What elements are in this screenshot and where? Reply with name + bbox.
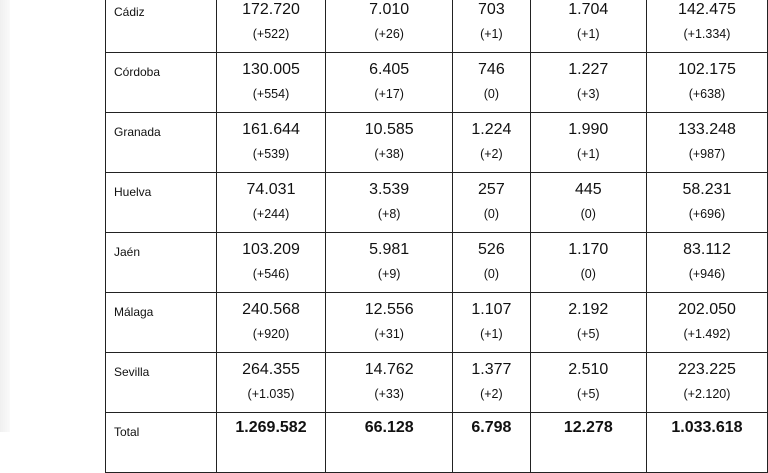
- cell-value: 1.377: [471, 361, 512, 378]
- value-cell: [646, 233, 767, 293]
- cell-daily-change: (+1): [577, 147, 600, 161]
- cell-daily-change: (+2): [480, 387, 503, 401]
- table-row: [106, 173, 768, 233]
- value-cell: [326, 293, 453, 353]
- table-row: [106, 53, 768, 113]
- value-cell: [326, 233, 453, 293]
- value-cell: [326, 353, 453, 413]
- total-cell: [646, 413, 767, 473]
- province-stats-table: [105, 0, 768, 473]
- cell-value: 3.539: [369, 181, 410, 198]
- province-name: Cádiz: [106, 0, 217, 53]
- value-cell: [216, 173, 325, 233]
- cell-value: 5.981: [369, 241, 410, 258]
- total-cell: [453, 413, 531, 473]
- cell-daily-change: (+1): [577, 27, 600, 41]
- cell-daily-change: (+33): [374, 387, 404, 401]
- province-name: Jaén: [106, 233, 217, 293]
- table-row: [106, 0, 768, 53]
- data-table-container: [105, 0, 768, 473]
- value-cell: [216, 353, 325, 413]
- cell-daily-change: (+638): [688, 87, 726, 101]
- value-cell: [216, 53, 325, 113]
- cell-value: 445: [574, 181, 602, 198]
- value-cell: [216, 0, 325, 53]
- cell-value: 103.209: [242, 241, 300, 258]
- value-cell: [530, 293, 646, 353]
- value-cell: [216, 233, 325, 293]
- cell-value: 703: [478, 1, 505, 18]
- value-cell: [326, 113, 453, 173]
- cell-value: 10.585: [364, 121, 414, 138]
- value-cell: [453, 113, 531, 173]
- table-body: [106, 0, 768, 473]
- total-label: Total: [106, 413, 217, 473]
- cell-value: 83.112: [683, 241, 731, 258]
- cell-daily-change: (+1.334): [683, 27, 731, 41]
- cell-daily-change: (+1): [480, 327, 503, 341]
- cell-value: 2.192: [568, 301, 609, 318]
- value-cell: [326, 53, 453, 113]
- cell-daily-change: (0): [483, 87, 500, 101]
- total-value: 12.278: [563, 419, 613, 436]
- page-edge-shadow: [0, 0, 10, 432]
- cell-value: 74.031: [246, 181, 296, 198]
- cell-value: 264.355: [242, 361, 300, 378]
- table-row: [106, 293, 768, 353]
- cell-daily-change: (+5): [577, 387, 600, 401]
- total-row: [106, 413, 768, 473]
- province-name: Málaga: [106, 293, 217, 353]
- cell-daily-change: (0): [483, 207, 500, 221]
- cell-value: 7.010: [369, 1, 410, 18]
- value-cell: [453, 293, 531, 353]
- value-cell: [530, 0, 646, 53]
- value-cell: [453, 353, 531, 413]
- cell-daily-change: (+38): [374, 147, 404, 161]
- value-cell: [646, 53, 767, 113]
- cell-daily-change: (+554): [252, 87, 290, 101]
- cell-value: 1.224: [471, 121, 512, 138]
- value-cell: [530, 233, 646, 293]
- cell-daily-change: (+9): [377, 267, 401, 281]
- total-cell: [530, 413, 646, 473]
- cell-daily-change: (+522): [252, 27, 290, 41]
- province-name: Granada: [106, 113, 217, 173]
- cell-daily-change: (+1.035): [247, 387, 295, 401]
- value-cell: [646, 293, 767, 353]
- cell-value: 240.568: [242, 301, 300, 318]
- value-cell: [646, 173, 767, 233]
- total-value: 1.033.618: [671, 419, 743, 436]
- cell-daily-change: (+1): [480, 27, 503, 41]
- cell-value: 1.107: [471, 301, 512, 318]
- value-cell: [216, 293, 325, 353]
- province-name: Córdoba: [106, 53, 217, 113]
- cell-daily-change: (+1.492): [683, 327, 731, 341]
- cell-value: 1.170: [568, 241, 609, 258]
- cell-daily-change: (+3): [577, 87, 600, 101]
- cell-value: 202.050: [678, 301, 736, 318]
- value-cell: [646, 113, 767, 173]
- cell-value: 2.510: [568, 361, 609, 378]
- cell-daily-change: (+2.120): [683, 387, 731, 401]
- cell-value: 172.720: [242, 1, 300, 18]
- cell-value: 133.248: [678, 121, 736, 138]
- cell-daily-change: (+26): [374, 27, 404, 41]
- province-name: Huelva: [106, 173, 217, 233]
- cell-value: 6.405: [369, 61, 410, 78]
- cell-value: 1.990: [568, 121, 609, 138]
- cell-daily-change: (+946): [688, 267, 726, 281]
- total-value: 6.798: [471, 419, 512, 436]
- cell-daily-change: (+539): [252, 147, 290, 161]
- value-cell: [216, 113, 325, 173]
- cell-value: 526: [478, 241, 505, 258]
- cell-value: 1.227: [568, 61, 609, 78]
- cell-value: 130.005: [242, 61, 300, 78]
- cell-value: 1.704: [568, 1, 609, 18]
- cell-value: 223.225: [678, 361, 736, 378]
- province-name: Sevilla: [106, 353, 217, 413]
- cell-daily-change: (+244): [252, 207, 290, 221]
- cell-daily-change: (0): [580, 207, 596, 221]
- value-cell: [530, 113, 646, 173]
- cell-value: 142.475: [678, 1, 736, 18]
- cell-value: 257: [478, 181, 505, 198]
- value-cell: [453, 0, 531, 53]
- cell-daily-change: (+31): [374, 327, 404, 341]
- value-cell: [646, 353, 767, 413]
- value-cell: [326, 173, 453, 233]
- cell-daily-change: (0): [483, 267, 500, 281]
- value-cell: [326, 0, 453, 53]
- table-row: [106, 353, 768, 413]
- cell-daily-change: (+8): [377, 207, 401, 221]
- value-cell: [530, 53, 646, 113]
- cell-value: 102.175: [678, 61, 736, 78]
- cell-daily-change: (+17): [374, 87, 404, 101]
- total-cell: [216, 413, 325, 473]
- cell-daily-change: (+987): [688, 147, 726, 161]
- cell-daily-change: (+546): [252, 267, 290, 281]
- cell-daily-change: (+2): [480, 147, 503, 161]
- table-row: [106, 113, 768, 173]
- cell-value: 746: [478, 61, 505, 78]
- cell-value: 161.644: [242, 121, 300, 138]
- cell-daily-change: (+5): [577, 327, 600, 341]
- value-cell: [453, 53, 531, 113]
- cell-daily-change: (+920): [252, 327, 290, 341]
- total-cell: [326, 413, 453, 473]
- value-cell: [453, 233, 531, 293]
- value-cell: [453, 173, 531, 233]
- cell-daily-change: (0): [580, 267, 596, 281]
- value-cell: [530, 353, 646, 413]
- total-value: 66.128: [364, 419, 414, 436]
- table-row: [106, 233, 768, 293]
- total-value: 1.269.582: [235, 419, 307, 436]
- cell-value: 58.231: [682, 181, 732, 198]
- cell-daily-change: (+696): [688, 207, 726, 221]
- value-cell: [646, 0, 767, 53]
- cell-value: 14.762: [364, 361, 414, 378]
- value-cell: [530, 173, 646, 233]
- cell-value: 12.556: [364, 301, 414, 318]
